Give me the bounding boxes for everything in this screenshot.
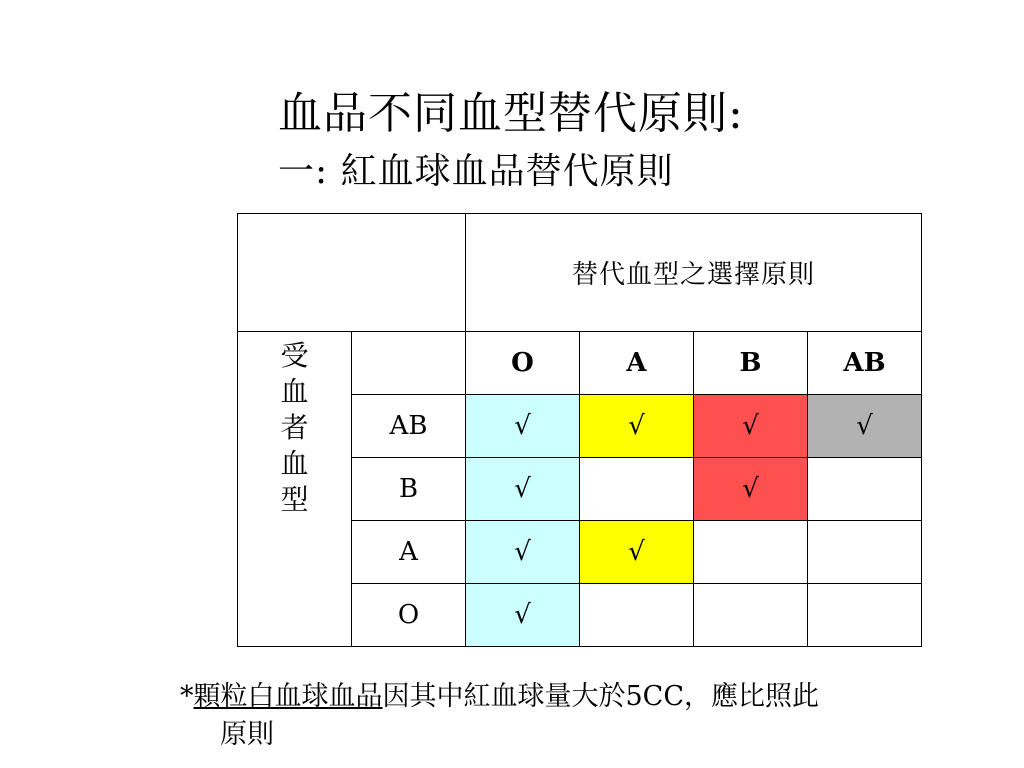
check-mark-icon: √	[742, 474, 759, 504]
page-subtitle: 一: 紅血球血品替代原則	[278, 151, 674, 192]
table-cell	[580, 521, 694, 584]
table-cell	[694, 521, 808, 584]
row-label: A	[352, 521, 466, 584]
table-cell	[808, 458, 922, 521]
table-cell	[694, 395, 808, 458]
table-cell	[808, 521, 922, 584]
row-label: AB	[352, 395, 466, 458]
table-cell	[694, 458, 808, 521]
table-cell	[808, 584, 922, 647]
table-cell	[466, 521, 580, 584]
check-mark-icon: √	[856, 411, 873, 441]
row-label: B	[352, 458, 466, 521]
column-header-row	[238, 332, 922, 395]
recipient-label-cell	[238, 332, 352, 647]
table-cell	[466, 584, 580, 647]
footnote-underlined-term: 顆粒白血球血品	[193, 681, 383, 712]
table-corner-cell	[238, 214, 466, 332]
table-cell	[580, 395, 694, 458]
footnote	[180, 678, 980, 754]
table-header-caption: 替代血型之選擇原則	[466, 214, 922, 332]
footnote-asterisk: *	[180, 681, 194, 712]
recipient-blood-type-label: 受血者血型	[280, 339, 309, 516]
column-header-o: O	[466, 332, 580, 395]
check-mark-icon: √	[628, 411, 645, 441]
check-mark-icon: √	[514, 600, 531, 630]
table-cell	[580, 458, 694, 521]
check-mark-icon: √	[742, 411, 759, 441]
check-mark-icon: √	[514, 474, 531, 504]
column-header-b: B	[694, 332, 808, 395]
column-header-ab: AB	[808, 332, 922, 395]
check-mark-icon: √	[514, 537, 531, 567]
row-label: O	[352, 584, 466, 647]
column-header-a: A	[580, 332, 694, 395]
row-header-blank-cell	[352, 332, 466, 395]
footnote-line-1	[180, 678, 980, 716]
table-cell	[694, 584, 808, 647]
footnote-line-2: 原則	[220, 719, 274, 750]
table-cell	[580, 584, 694, 647]
table-cell	[466, 395, 580, 458]
page-title: 血品不同血型替代原則:	[278, 88, 744, 139]
table-cell	[808, 395, 922, 458]
check-mark-icon: √	[514, 411, 531, 441]
footnote-text: 因其中紅血球量大於5CC，應比照此	[382, 681, 819, 712]
substitution-table	[237, 213, 922, 647]
table-cell	[466, 458, 580, 521]
check-mark-icon: √	[628, 537, 645, 567]
